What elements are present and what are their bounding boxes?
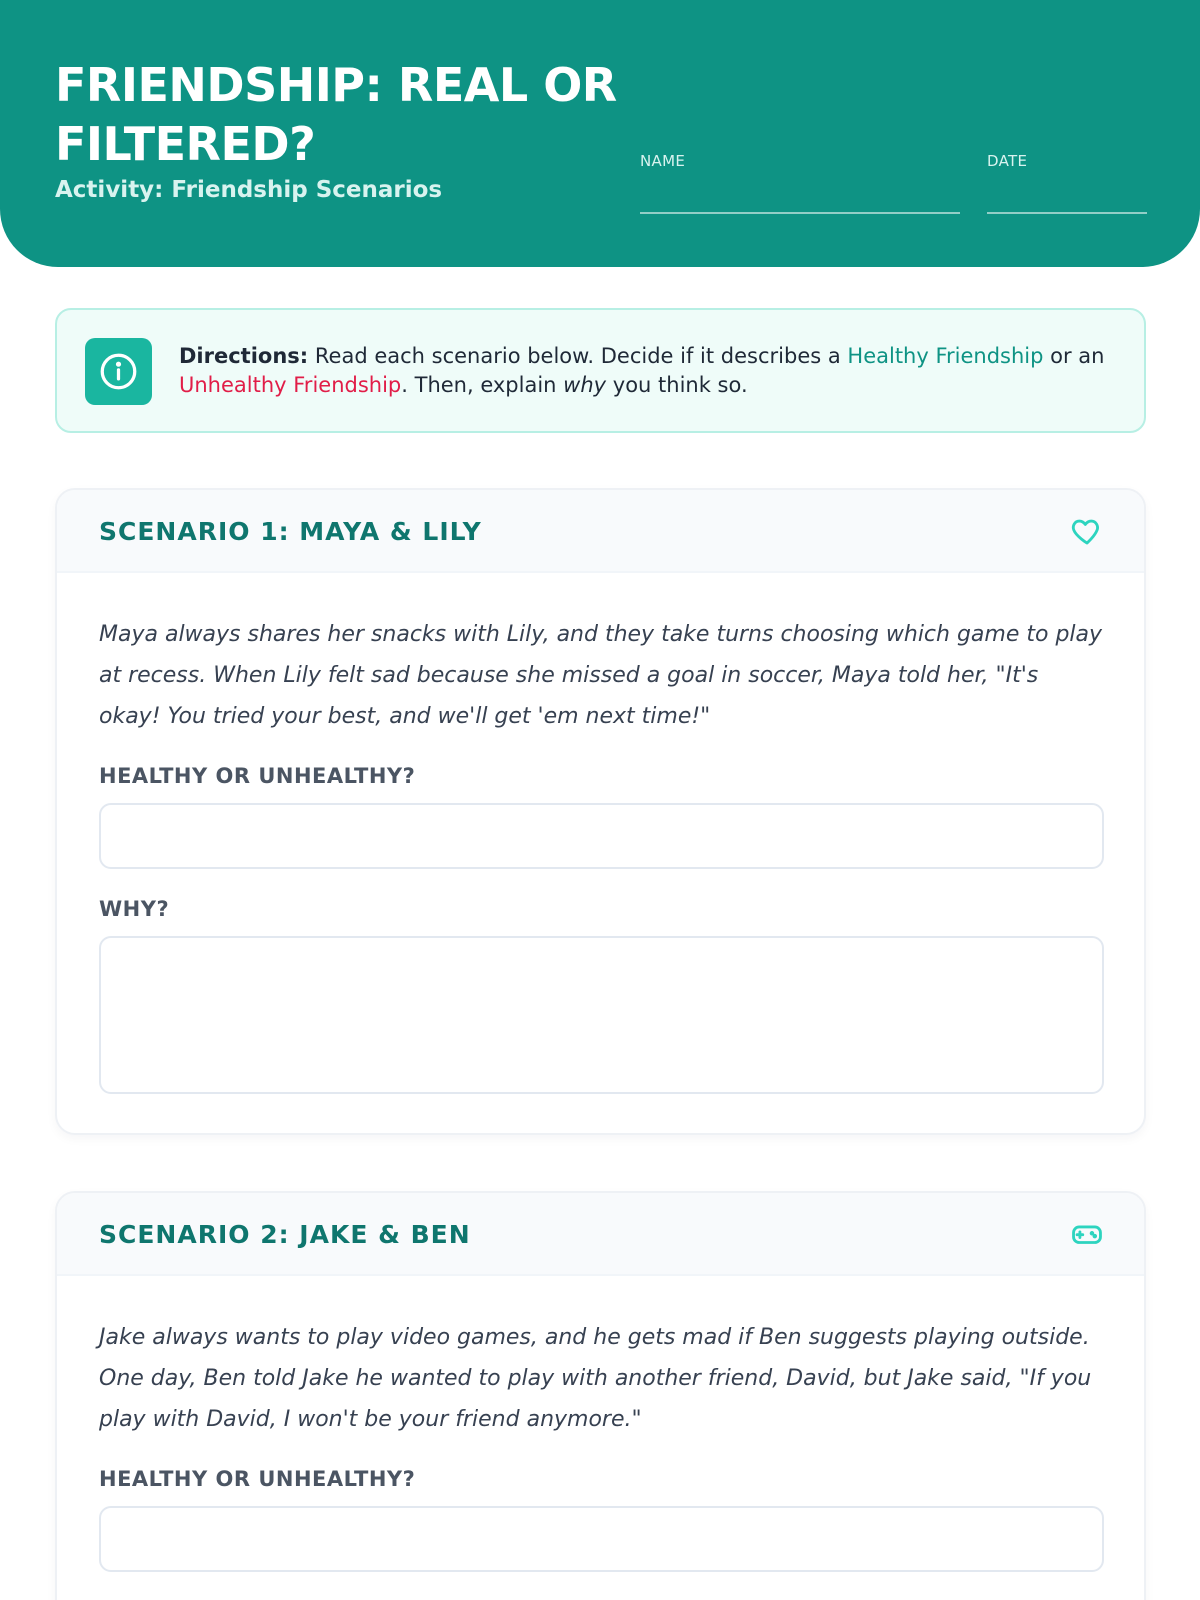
scenario-card-2 xyxy=(55,1191,1146,1600)
why-question-label: WHY? xyxy=(99,897,170,921)
why-answer-textarea[interactable] xyxy=(99,936,1104,1094)
directions-text-part: Read each scenario below. Decide if it describes a xyxy=(308,344,848,368)
scenario-title: SCENARIO 1: MAYA & LILY xyxy=(99,517,482,546)
directions-text-part: you think so. xyxy=(606,373,748,397)
info-icon xyxy=(85,338,152,405)
healthy-answer-input[interactable] xyxy=(99,1506,1104,1572)
directions-text-part: . Then, explain xyxy=(401,373,564,397)
healthy-question-label: HEALTHY OR UNHEALTHY? xyxy=(99,1467,416,1491)
name-label: NAME xyxy=(640,152,686,170)
scenario-description: Jake always wants to play video games, and he gets mad if Ben suggests playing outside. One day, Ben told Jake he wanted to play with another friend, David, but Jake said, "If you play with David, I won't be your friend anymore." xyxy=(99,1325,1092,1432)
scenario-card-1 xyxy=(55,488,1146,1135)
name-input[interactable] xyxy=(640,182,960,214)
date-input[interactable] xyxy=(987,182,1147,214)
directions-text-part: or an xyxy=(1043,344,1105,368)
scenario-header xyxy=(57,1193,1144,1276)
directions-box xyxy=(55,308,1146,433)
activity-subtitle: Activity: Friendship Scenarios xyxy=(55,177,443,203)
gamepad-icon xyxy=(1070,1217,1104,1255)
header xyxy=(0,0,1200,267)
directions-label: Directions: xyxy=(179,344,309,368)
scenario-description: Maya always shares her snacks with Lily, and they take turns choosing which game to play at recess. When Lily felt sad because she missed a goal in soccer, Maya told her, "It's okay! You tried your best, and we'll get 'em next time!" xyxy=(99,622,1103,729)
healthy-friendship-term: Healthy Friendship xyxy=(847,344,1044,368)
healthy-answer-input[interactable] xyxy=(99,803,1104,869)
scenario-header xyxy=(57,490,1144,573)
directions-text xyxy=(179,342,1119,400)
page-title: FRIENDSHIP: REAL OR FILTERED? xyxy=(55,58,617,171)
scenario-title: SCENARIO 2: JAKE & BEN xyxy=(99,1220,471,1249)
date-label: DATE xyxy=(987,152,1028,170)
why-emphasis: why xyxy=(563,373,607,397)
healthy-question-label: HEALTHY OR UNHEALTHY? xyxy=(99,764,416,788)
heart-icon xyxy=(1070,514,1104,552)
unhealthy-friendship-term: Unhealthy Friendship xyxy=(179,373,402,397)
